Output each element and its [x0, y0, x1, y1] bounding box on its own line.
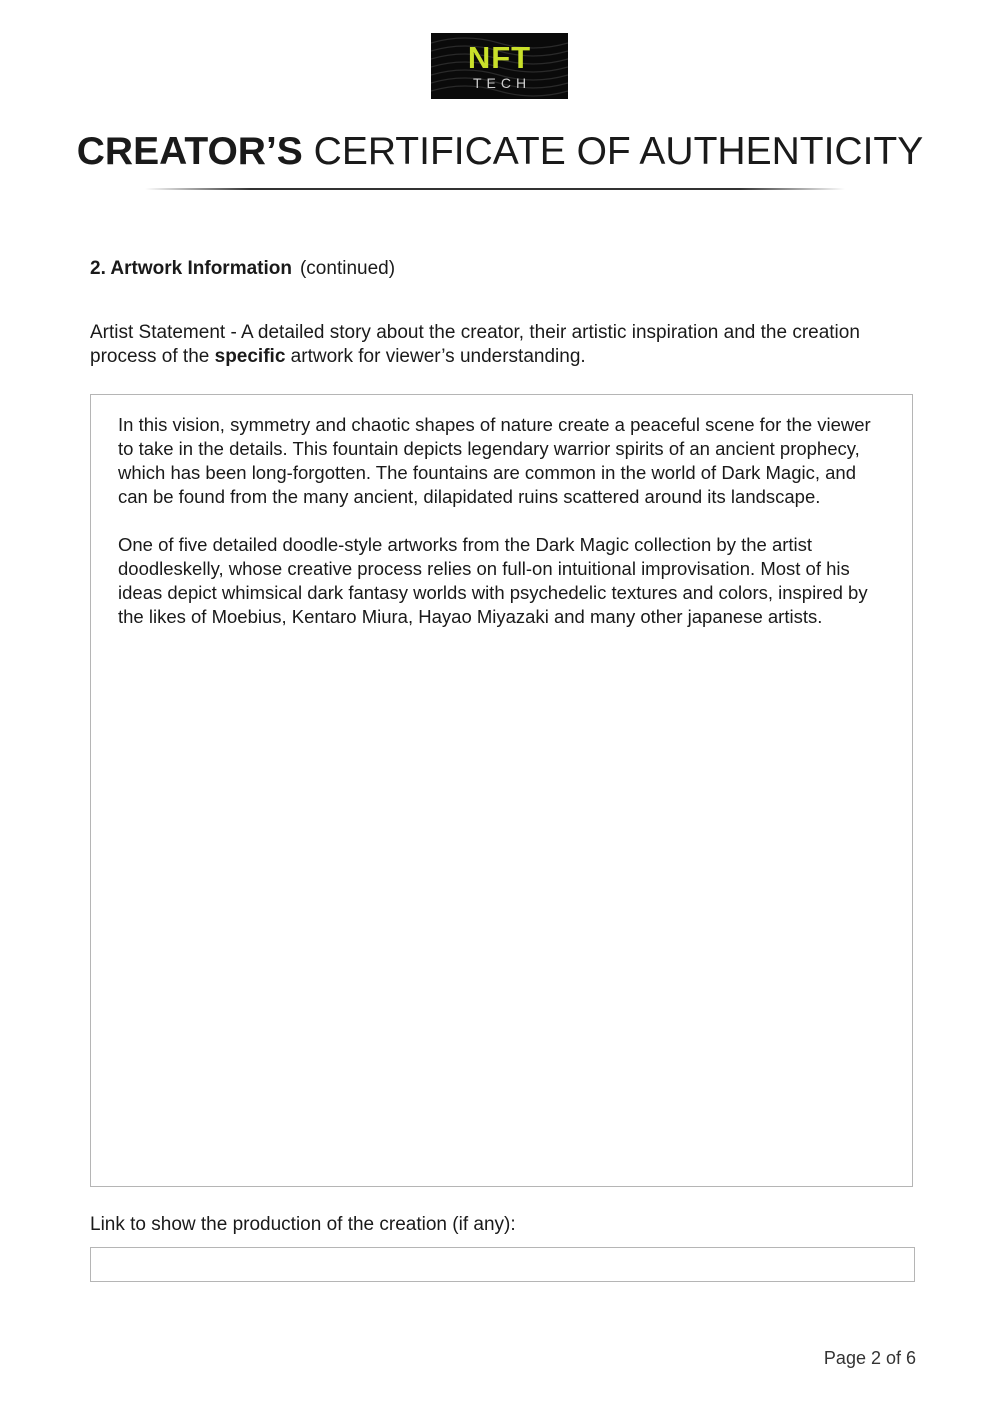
- statement-label-before: Artist Statement - A detailed story about the creator, their artistic inspiration and the creation process of the: [90, 322, 860, 367]
- title-divider: [145, 188, 845, 190]
- statement-label-emphasis: specific: [214, 346, 286, 367]
- page-number: Page 2 of 6: [823, 1348, 916, 1368]
- statement-paragraph: One of five detailed doodle-style artworks from the Dark Magic collection by the artist doodleskelly, whose creative process relies on full-on intuitional improvisation. Most of his ideas depict whimsical dark fantasy worlds with psychedelic textures and colors, inspired by the likes of Moebius, Kentaro Miura, Hayao Miyazaki and many other japanese artists.: [118, 534, 868, 627]
- production-link-field[interactable]: [90, 1247, 915, 1282]
- logo-tech-text: TECH: [472, 75, 532, 91]
- section-heading-title: 2. Artwork Information: [90, 258, 292, 279]
- page-title-light: CERTIFICATE OF AUTHENTICITY: [313, 130, 924, 173]
- page-title: [0, 128, 1000, 176]
- section-heading-suffix: (continued): [299, 258, 396, 279]
- artist-statement-field[interactable]: [90, 394, 913, 1187]
- statement-label-after: artwork for viewer’s understanding.: [285, 346, 586, 367]
- artist-statement-label: [90, 321, 880, 369]
- nft-tech-logo: [431, 33, 568, 99]
- section-heading: [90, 256, 395, 282]
- page-title-bold: CREATOR’S: [76, 130, 303, 173]
- logo-nft-text: NFT: [467, 40, 532, 75]
- production-link-label: Link to show the production of the creation (if any):: [90, 1214, 516, 1235]
- statement-paragraph: In this vision, symmetry and chaotic shapes of nature create a peaceful scene for the viewer to take in the details. This fountain depicts legendary warrior spirits of an ancient prophecy, which has been long-forgotten. The fountains are common in the world of Dark Magic, and can be found from the many ancient, dilapidated ruins scattered around its landscape.: [118, 414, 871, 507]
